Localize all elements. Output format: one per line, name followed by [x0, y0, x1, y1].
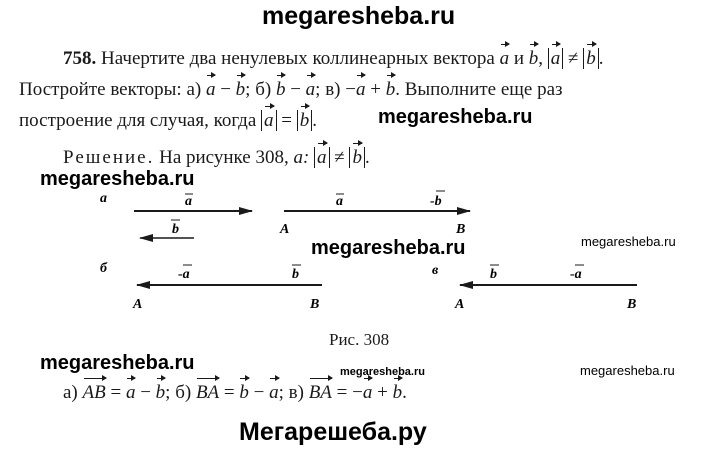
- answer-b-label: ; б): [165, 382, 192, 403]
- vector-ba-c-b-label: b: [490, 267, 497, 282]
- task-b-label: ; б): [245, 79, 272, 100]
- problem-text-1: Начертите два ненулевых коллинеарных вектора: [101, 48, 495, 69]
- solution-sub: а:: [293, 147, 310, 168]
- watermark-right: megaresheba.ru: [581, 234, 676, 249]
- point-a-2: A: [133, 297, 143, 312]
- answer-c-label: ; в): [278, 382, 304, 403]
- solution-text: На рисунке 308,: [159, 147, 289, 168]
- watermark-bottom: Мегарешеба.ру: [239, 418, 427, 446]
- watermark-mid-small: megaresheba.ru: [340, 366, 425, 378]
- watermark-right-2: megaresheba.ru: [580, 363, 675, 378]
- watermark-top: megaresheba.ru: [262, 2, 456, 30]
- point-a-3: A: [455, 297, 465, 312]
- vector-ba-c-minus-a-label: -a: [570, 267, 582, 282]
- answer-end: .: [402, 382, 407, 403]
- watermark-center: megaresheba.ru: [311, 237, 466, 259]
- tasks-prefix: Постройте векторы: а): [19, 79, 202, 100]
- tasks-suffix: . Выполните еще раз: [395, 79, 563, 100]
- point-a-1: A: [280, 222, 290, 237]
- figure-caption: Рис. 308: [329, 330, 390, 349]
- watermark-left-1: megaresheba.ru: [40, 168, 195, 190]
- answer-line: а) AB = a − b; б) BA = b − a; в) BA = −a + b.: [63, 379, 407, 406]
- figure-308: [0, 180, 720, 320]
- answer-a-label: а): [63, 382, 78, 403]
- abs-a: a: [548, 48, 564, 69]
- point-b-3: B: [627, 297, 637, 312]
- part-c-label: в: [432, 263, 439, 278]
- vector-ba-minus-a-label: -a: [178, 267, 190, 282]
- point-b-1: B: [456, 222, 466, 237]
- vector-b-label: b: [172, 222, 179, 237]
- task-c-label: ; в): [315, 79, 341, 100]
- part-b-label: б: [100, 261, 107, 276]
- solution-line: Решение. На рисунке 308, а: a ≠ b .: [63, 144, 370, 171]
- problem-line-3: построение для случая, когда a = b .: [19, 107, 317, 134]
- and-word: и: [513, 48, 525, 69]
- case-text: построение для случая, когда: [19, 110, 257, 131]
- abs-b: b: [583, 48, 599, 69]
- vector-b: b: [529, 45, 539, 72]
- vector-a: a: [500, 45, 510, 72]
- problem-number: 758.: [63, 48, 97, 69]
- vector-ab-minus-b-label: -b: [430, 194, 442, 209]
- vector-ab-a-label: a: [336, 194, 343, 209]
- problem-line-2: Постройте векторы: а) a − b; б) b − a; в) −a + b. Выполните еще раз: [19, 76, 563, 103]
- point-b-2: B: [310, 297, 320, 312]
- problem-line-1: 758. Начертите два ненулевых коллинеарных вектора a и b, a ≠ b .: [63, 45, 603, 72]
- part-a-label: а: [100, 191, 107, 206]
- vector-ba-b-label: b: [292, 267, 299, 282]
- watermark-line3: megaresheba.ru: [378, 106, 533, 128]
- watermark-left-2: megaresheba.ru: [40, 352, 195, 374]
- solution-heading: Решение.: [63, 147, 155, 168]
- vector-a-label: a: [185, 194, 192, 209]
